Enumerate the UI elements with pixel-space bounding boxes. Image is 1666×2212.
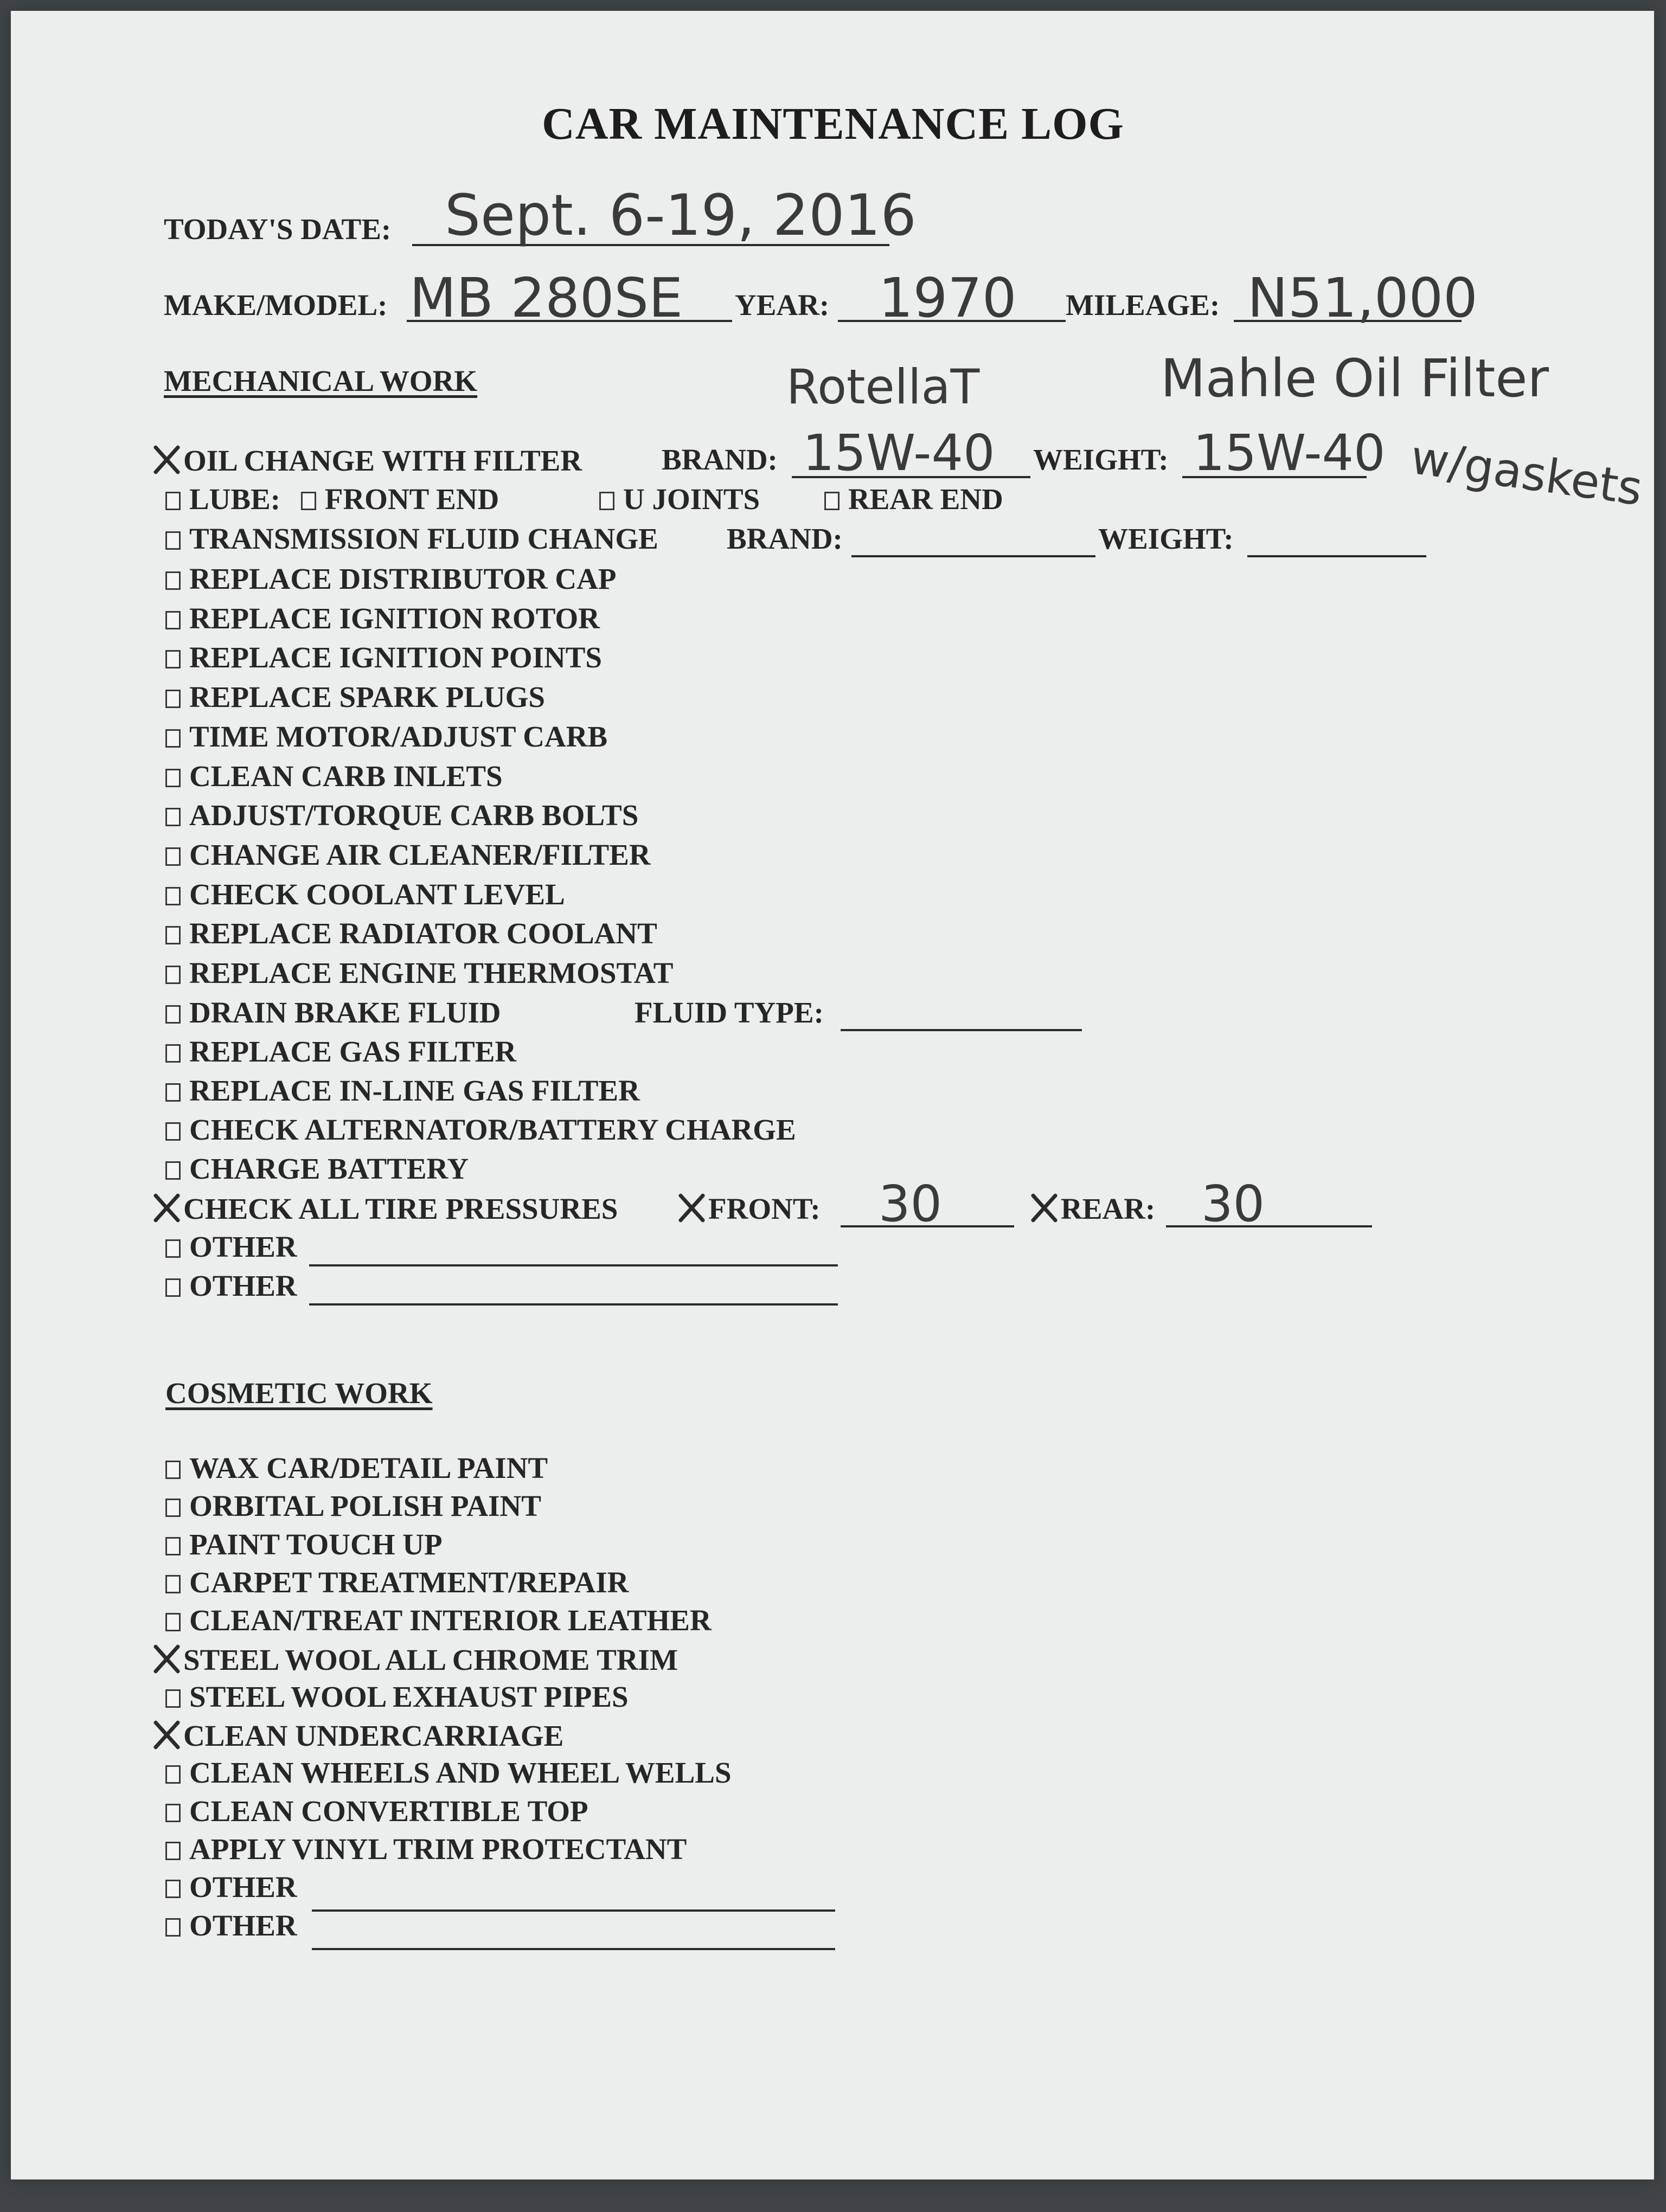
rear-label: REAR:: [1061, 1192, 1156, 1225]
checkbox[interactable]: [165, 926, 181, 944]
transmission-label: TRANSMISSION FLUID CHANGE: [189, 522, 658, 555]
checkbox[interactable]: [165, 729, 181, 748]
replace-distributor-cap-label: REPLACE DISTRIBUTOR CAP: [189, 562, 617, 595]
lube-label: LUBE:: [189, 483, 281, 516]
lube-front-label: FRONT END: [324, 483, 499, 516]
rear-value[interactable]: 30: [1201, 1175, 1265, 1233]
steel-wool-exhaust-pipes-row[interactable]: [165, 1682, 629, 1712]
checkbox[interactable]: [165, 1461, 181, 1479]
clean-treat-interior-leather-label: CLEAN/TREAT INTERIOR LEATHER: [189, 1604, 712, 1637]
checkbox[interactable]: [165, 650, 181, 668]
note-rotella: RotellaT: [786, 359, 980, 415]
change-air-cleaner-filter-label: CHANGE AIR CLEANER/FILTER: [189, 838, 651, 871]
tire-front[interactable]: [678, 1193, 821, 1224]
checkbox[interactable]: [599, 492, 614, 510]
replace-in-line-gas-filter-label: REPLACE IN-LINE GAS FILTER: [189, 1074, 640, 1107]
checkbox[interactable]: [165, 690, 181, 708]
replace-gas-filter-label: REPLACE GAS FILTER: [189, 1035, 517, 1068]
fluid-type-line[interactable]: [841, 1029, 1082, 1031]
other-label: OTHER: [189, 1908, 297, 1942]
oil-change-row[interactable]: [153, 445, 582, 475]
wax-car-detail-paint-row[interactable]: [165, 1453, 548, 1483]
carpet-treatment-repair-row[interactable]: [165, 1567, 629, 1597]
wax-car-detail-paint-label: WAX CAR/DETAIL PAINT: [189, 1451, 548, 1484]
trans-brand-line[interactable]: [851, 555, 1095, 557]
front-value[interactable]: 30: [879, 1175, 943, 1233]
adjust-torque-carb-bolts-row[interactable]: [165, 800, 638, 830]
replace-spark-plugs-label: REPLACE SPARK PLUGS: [189, 680, 545, 714]
apply-vinyl-trim-protectant-row[interactable]: [165, 1834, 687, 1864]
check-x-icon[interactable]: [1030, 1193, 1059, 1223]
checkbox[interactable]: [165, 1044, 181, 1063]
replace-ignition-rotor-row[interactable]: [165, 603, 600, 633]
tire-row[interactable]: [153, 1193, 618, 1224]
charge-battery-label: CHARGE BATTERY: [189, 1152, 469, 1185]
checkbox[interactable]: [165, 1537, 181, 1555]
other-line[interactable]: [309, 1303, 838, 1306]
checkbox[interactable]: [301, 492, 316, 510]
checkbox[interactable]: [165, 1239, 181, 1258]
lube-ujoints[interactable]: [599, 484, 760, 514]
checkbox[interactable]: [165, 966, 181, 984]
lube-ujoints-label: U JOINTS: [623, 483, 760, 516]
checkbox[interactable]: [165, 611, 181, 629]
replace-engine-thermostat-row[interactable]: [165, 958, 673, 988]
mileage-value: N51,000: [1247, 266, 1478, 330]
change-air-cleaner-filter-row[interactable]: [165, 840, 651, 870]
check-alternator-battery-charge-label: CHECK ALTERNATOR/BATTERY CHARGE: [189, 1113, 796, 1146]
clean-undercarriage-label: CLEAN UNDERCARRIAGE: [183, 1719, 564, 1753]
checkbox[interactable]: [165, 1880, 181, 1898]
other-row[interactable]: [165, 1232, 297, 1262]
paint-touch-up-row[interactable]: [165, 1529, 443, 1559]
other-label: OTHER: [189, 1870, 297, 1904]
checkbox[interactable]: [824, 492, 840, 510]
checkbox[interactable]: [165, 1499, 181, 1517]
replace-in-line-gas-filter-row[interactable]: [165, 1076, 640, 1105]
check-x-icon[interactable]: [153, 445, 181, 475]
check-alternator-battery-charge-row[interactable]: [165, 1115, 796, 1144]
checkbox[interactable]: [165, 808, 181, 826]
orbital-polish-paint-label: ORBITAL POLISH PAINT: [189, 1489, 541, 1523]
other-label: OTHER: [189, 1269, 297, 1302]
page-title: CAR MAINTENANCE LOG: [542, 99, 1124, 149]
checkbox[interactable]: [165, 1804, 181, 1822]
checkbox[interactable]: [165, 847, 181, 866]
time-motor-adjust-carb-label: TIME MOTOR/ADJUST CARB: [189, 719, 608, 753]
replace-engine-thermostat-label: REPLACE ENGINE THERMOSTAT: [189, 956, 674, 989]
brake-row[interactable]: [165, 998, 501, 1027]
tire-rear[interactable]: [1030, 1193, 1155, 1224]
other-line[interactable]: [312, 1948, 835, 1950]
checkbox[interactable]: [165, 769, 181, 787]
trans-weight-line[interactable]: [1247, 555, 1426, 557]
steel-wool-all-chrome-trim-label: STEEL WOOL ALL CHROME TRIM: [183, 1643, 678, 1676]
transmission-row[interactable]: [165, 524, 658, 554]
mechanical-heading: MECHANICAL WORK: [164, 364, 478, 397]
other-row[interactable]: [165, 1271, 297, 1301]
other-row[interactable]: [165, 1908, 297, 1942]
clean-undercarriage-row[interactable]: [153, 1720, 563, 1751]
check-x-icon[interactable]: [678, 1193, 706, 1223]
oil-brand-value[interactable]: 15W-40: [803, 424, 995, 482]
checkbox[interactable]: [165, 1122, 181, 1141]
lube-rear-label: REAR END: [848, 483, 1003, 516]
oil-change-label: OIL CHANGE WITH FILTER: [183, 444, 582, 477]
replace-ignition-points-label: REPLACE IGNITION POINTS: [189, 641, 602, 674]
adjust-torque-carb-bolts-label: ADJUST/TORQUE CARB BOLTS: [189, 799, 639, 832]
lube-row[interactable]: [165, 484, 499, 514]
checkbox[interactable]: [165, 1765, 181, 1784]
check-x-icon[interactable]: [153, 1720, 181, 1750]
fluid-type-label: FLUID TYPE:: [635, 996, 824, 1029]
brake-label: DRAIN BRAKE FLUID: [189, 996, 501, 1029]
checkbox[interactable]: [165, 1918, 181, 1937]
trans-weight-label: WEIGHT:: [1098, 522, 1234, 555]
lube-rear[interactable]: [824, 484, 1003, 514]
replace-ignition-points-row[interactable]: [165, 642, 602, 672]
trans-brand-label: BRAND:: [727, 522, 843, 555]
mileage-label: MILEAGE:: [1066, 288, 1220, 321]
checkbox[interactable]: [165, 1689, 181, 1708]
paint-touch-up-label: PAINT TOUCH UP: [189, 1527, 443, 1561]
carpet-treatment-repair-label: CARPET TREATMENT/REPAIR: [189, 1565, 629, 1599]
replace-distributor-cap-row[interactable]: [165, 564, 616, 594]
oil-weight-value[interactable]: 15W-40: [1193, 424, 1386, 482]
checkbox[interactable]: [165, 1005, 181, 1024]
date-value: Sept. 6-19, 2016: [445, 182, 917, 248]
checkbox[interactable]: [165, 531, 181, 550]
checkbox[interactable]: [165, 1083, 181, 1102]
time-motor-adjust-carb-row[interactable]: [165, 719, 608, 753]
oil-weight-label: WEIGHT:: [1033, 443, 1169, 476]
apply-vinyl-trim-protectant-label: APPLY VINYL TRIM PROTECTANT: [189, 1832, 687, 1866]
replace-radiator-coolant-label: REPLACE RADIATOR COOLANT: [189, 917, 657, 950]
checkbox[interactable]: [165, 1842, 181, 1860]
other-row[interactable]: [165, 1872, 297, 1902]
note-mahle: Mahle Oil Filter: [1161, 348, 1549, 409]
clean-convertible-top-row[interactable]: [165, 1796, 588, 1826]
check-coolant-level-label: CHECK COOLANT LEVEL: [189, 877, 565, 911]
checkbox[interactable]: [165, 887, 181, 905]
make-label: MAKE/MODEL:: [164, 288, 388, 321]
checkbox[interactable]: [165, 1278, 181, 1297]
other-line[interactable]: [309, 1264, 838, 1266]
year-value: 1970: [879, 266, 1017, 330]
clean-carb-inlets-row[interactable]: [165, 761, 503, 791]
steel-wool-exhaust-pipes-label: STEEL WOOL EXHAUST PIPES: [189, 1680, 629, 1713]
note-gaskets: w/gaskets: [1407, 430, 1646, 517]
make-value: MB 280SE: [409, 266, 683, 330]
front-label: FRONT:: [708, 1192, 821, 1225]
replace-radiator-coolant-row[interactable]: [165, 918, 657, 948]
checkbox[interactable]: [165, 571, 181, 590]
tire-label: CHECK ALL TIRE PRESSURES: [183, 1192, 618, 1225]
check-coolant-level-row[interactable]: [165, 879, 565, 909]
date-label: TODAY'S DATE:: [164, 213, 392, 246]
checkbox[interactable]: [165, 1575, 181, 1593]
other-line[interactable]: [312, 1909, 835, 1912]
steel-wool-all-chrome-trim-row[interactable]: [153, 1644, 678, 1675]
clean-carb-inlets-label: CLEAN CARB INLETS: [189, 759, 503, 793]
charge-battery-row[interactable]: [165, 1154, 469, 1184]
checkbox[interactable]: [165, 1613, 181, 1631]
orbital-polish-paint-row[interactable]: [165, 1491, 541, 1521]
checkbox[interactable]: [165, 1161, 181, 1180]
clean-wheels-and-wheel-wells-label: CLEAN WHEELS AND WHEEL WELLS: [189, 1756, 732, 1790]
other-label: OTHER: [189, 1230, 297, 1263]
cosmetic-heading: COSMETIC WORK: [165, 1377, 433, 1410]
rear-line: [1166, 1225, 1372, 1227]
replace-gas-filter-row[interactable]: [165, 1037, 516, 1066]
clean-convertible-top-label: CLEAN CONVERTIBLE TOP: [189, 1794, 588, 1828]
year-label: YEAR:: [735, 288, 830, 321]
check-x-icon[interactable]: [153, 1644, 181, 1674]
replace-spark-plugs-row[interactable]: [165, 682, 545, 712]
clean-treat-interior-leather-row[interactable]: [165, 1605, 712, 1635]
check-x-icon[interactable]: [153, 1193, 181, 1223]
replace-ignition-rotor-label: REPLACE IGNITION ROTOR: [189, 601, 600, 635]
clean-wheels-and-wheel-wells-row[interactable]: [165, 1756, 732, 1790]
oil-brand-label: BRAND:: [662, 443, 778, 476]
checkbox[interactable]: [165, 492, 181, 510]
